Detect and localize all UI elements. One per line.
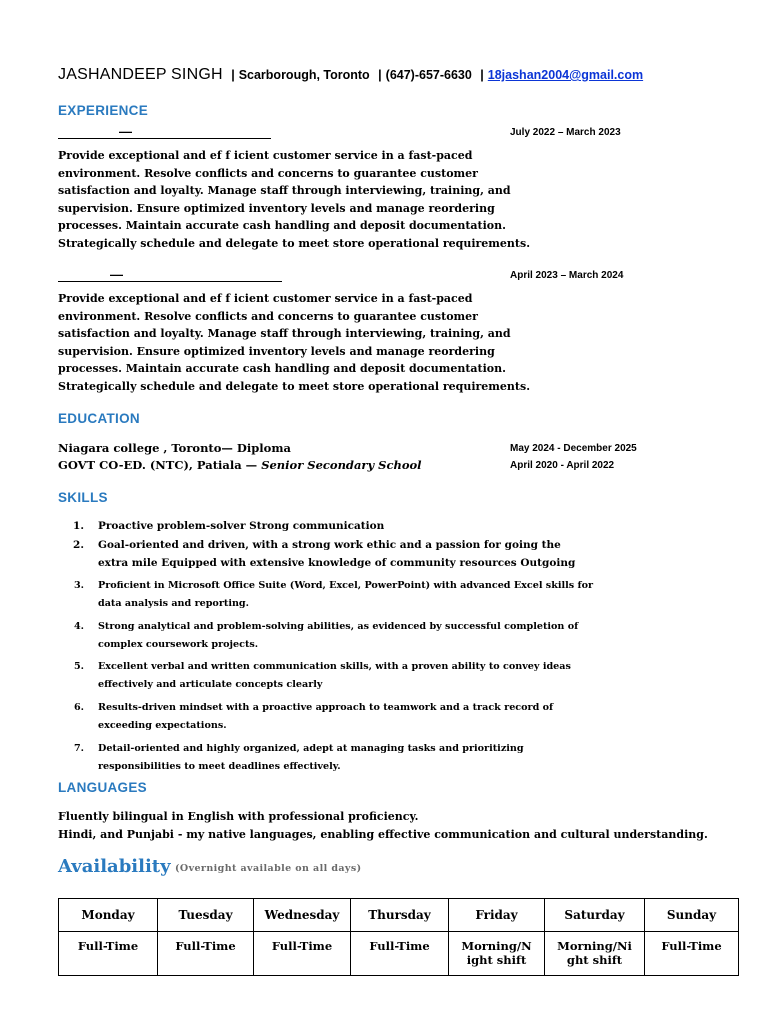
table-header-row xyxy=(59,899,739,932)
skill-item xyxy=(58,658,658,694)
skill-text: responsibilities to meet deadlines effectively. xyxy=(98,761,341,772)
availability-cell xyxy=(59,932,158,976)
skill-number: 6. xyxy=(73,702,84,713)
description-line: supervision. Ensure optimized inventory levels and manage reordering xyxy=(58,344,495,358)
availability-table xyxy=(58,898,739,976)
skill-text: complex coursework projects. xyxy=(98,639,259,650)
education-dates: May 2024 - December 2025 xyxy=(510,443,637,454)
skill-number: 4. xyxy=(73,621,84,632)
description-line: Provide exceptional and ef f icient customer service in a fast-paced xyxy=(58,149,473,162)
job-dates: July 2022 – March 2023 xyxy=(510,127,621,138)
skill-number: 7. xyxy=(73,743,84,754)
school-name: Niagara college , Toronto— Diploma xyxy=(58,441,291,455)
phone: (647)-657-6630 xyxy=(385,68,472,82)
day-header: Tuesday xyxy=(158,899,254,932)
education-entry xyxy=(58,458,422,472)
cell-text: ght shift xyxy=(566,953,623,967)
experience-heading: EXPERIENCE xyxy=(58,103,149,118)
education-entry xyxy=(58,441,291,455)
day-header: Wednesday xyxy=(254,899,351,932)
languages-text xyxy=(58,808,708,844)
skill-text: exceeding expectations. xyxy=(98,720,227,731)
availability-cell xyxy=(645,932,739,976)
skill-item xyxy=(58,577,658,613)
availability-cell xyxy=(158,932,254,976)
candidate-name: JASHANDEEP SINGH xyxy=(58,66,223,83)
skill-text: Proactive problem-solver Strong communication xyxy=(98,520,385,532)
job-title-underline xyxy=(58,138,271,139)
availability-note: (Overnight available on all days) xyxy=(175,863,362,874)
school-name: GOVT CO-ED. (NTC), Patiala — xyxy=(58,458,262,472)
job-title-dash: — xyxy=(119,124,132,139)
day-header: Sunday xyxy=(645,899,739,932)
language-line: Hindi, and Punjabi - my native languages, enabling effective communication and cultural understanding. xyxy=(58,828,708,841)
description-line: environment. Resolve conflicts and concerns to guarantee customer xyxy=(58,166,478,180)
skill-text: extra mile Equipped with extensive knowledge of community resources Outgoing xyxy=(98,557,576,569)
languages-heading: LANGUAGES xyxy=(58,780,147,795)
description-line: Provide exceptional and ef f icient customer service in a fast-paced xyxy=(58,292,473,305)
language-line: Fluently bilingual in English with professional proficiency. xyxy=(58,810,419,823)
description-line: environment. Resolve conflicts and concerns to guarantee customer xyxy=(58,309,478,323)
cell-text: Full-Time xyxy=(271,939,333,953)
availability-heading: Availability xyxy=(58,856,171,877)
skill-text: Goal-oriented and driven, with a strong work ethic and a passion for going the xyxy=(98,539,561,551)
education-heading: EDUCATION xyxy=(58,411,140,426)
skill-number: 5. xyxy=(73,661,84,672)
school-detail: Senior Secondary School xyxy=(261,458,422,472)
skill-number: 1. xyxy=(73,520,84,532)
job-description xyxy=(58,290,530,396)
description-line: satisfaction and loyalty. Manage staff through interviewing, training, and xyxy=(58,327,511,341)
skill-text: Excellent verbal and written communication skills, with a proven ability to convey ideas xyxy=(98,661,571,672)
day-header: Thursday xyxy=(351,899,449,932)
skill-text: Strong analytical and problem-solving abilities, as evidenced by successful completion of xyxy=(98,621,579,632)
skill-item xyxy=(58,517,658,535)
skill-text: effectively and articulate concepts clearly xyxy=(98,679,323,690)
cell-text: ight shift xyxy=(466,953,527,967)
availability-cell xyxy=(351,932,449,976)
separator: | xyxy=(480,68,484,82)
cell-text: Morning/N xyxy=(461,939,532,953)
job-title-dash: — xyxy=(110,267,123,282)
cell-text: Full-Time xyxy=(661,939,722,953)
email-link[interactable]: 18jashan2004@gmail.com xyxy=(487,68,644,82)
cell-text: Full-Time xyxy=(175,939,236,953)
skill-item xyxy=(58,536,658,572)
cell-text: Full-Time xyxy=(77,939,139,953)
description-line: Strategically schedule and delegate to meet store operational requirements. xyxy=(58,379,531,393)
availability-cell xyxy=(254,932,351,976)
job-dates: April 2023 – March 2024 xyxy=(510,270,624,281)
skill-text: Detail-oriented and highly organized, adept at managing tasks and prioritizing xyxy=(98,743,524,754)
day-header: Friday xyxy=(449,899,545,932)
location: Scarborough, Toronto xyxy=(238,68,370,82)
skill-item xyxy=(58,740,658,776)
availability-cell xyxy=(449,932,545,976)
education-dates: April 2020 - April 2022 xyxy=(510,460,615,471)
skills-heading: SKILLS xyxy=(58,490,108,505)
description-line: processes. Maintain accurate cash handling and deposit documentation. xyxy=(58,219,506,233)
availability-cell xyxy=(545,932,645,976)
skill-item xyxy=(58,618,658,654)
description-line: processes. Maintain accurate cash handling and deposit documentation. xyxy=(58,362,506,376)
day-header: Monday xyxy=(59,899,158,932)
cell-text: Morning/Ni xyxy=(557,939,632,953)
skill-text: data analysis and reporting. xyxy=(98,598,249,609)
table-row xyxy=(59,932,739,976)
job-description xyxy=(58,147,530,253)
separator: | xyxy=(231,68,235,82)
cell-text: Full-Time xyxy=(369,939,430,953)
skill-number: 2. xyxy=(73,539,84,551)
skill-number: 3. xyxy=(73,580,84,591)
description-line: supervision. Ensure optimized inventory levels and manage reordering xyxy=(58,201,495,215)
day-header: Saturday xyxy=(545,899,645,932)
description-line: Strategically schedule and delegate to meet store operational requirements. xyxy=(58,236,531,250)
description-line: satisfaction and loyalty. Manage staff through interviewing, training, and xyxy=(58,184,511,198)
skill-text: Results-driven mindset with a proactive approach to teamwork and a track record of xyxy=(98,702,554,713)
skill-text: Proficient in Microsoft Office Suite (Word, Excel, PowerPoint) with advanced Excel skills for xyxy=(98,580,594,591)
resume-header xyxy=(58,66,643,84)
job-title-underline xyxy=(58,281,282,282)
skill-item xyxy=(58,699,658,735)
separator: | xyxy=(378,68,382,82)
